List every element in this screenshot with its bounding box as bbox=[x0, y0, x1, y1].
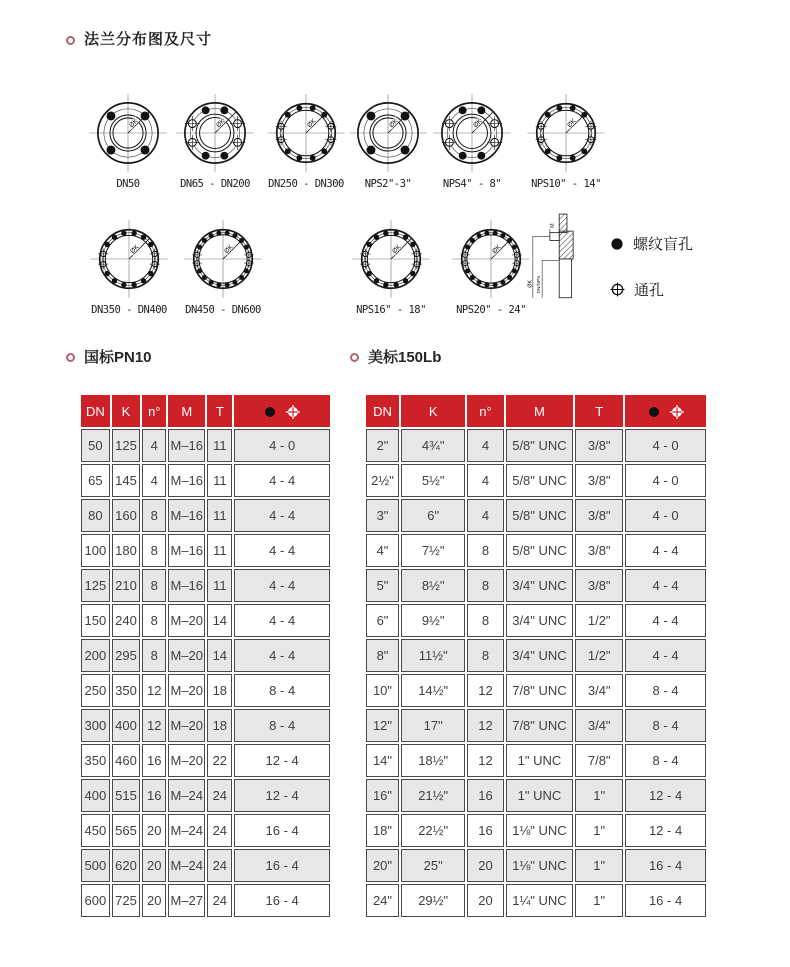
table-cell: 1" bbox=[575, 849, 623, 882]
flange-k-label: ØK bbox=[391, 243, 403, 256]
dim-label-m: M bbox=[549, 223, 556, 228]
flange-diagram bbox=[86, 216, 172, 316]
col-header-m: M bbox=[506, 395, 574, 427]
table-cell: 7/8" UNC bbox=[506, 709, 574, 742]
table-cell: 8" bbox=[366, 639, 399, 672]
table-row bbox=[366, 464, 706, 497]
flange-diagram-label: NPS20" - 24" bbox=[456, 304, 526, 316]
table-row bbox=[366, 639, 706, 672]
flange-k-label: ØK bbox=[306, 117, 318, 130]
table-cell: 4 - 4 bbox=[625, 639, 706, 672]
flange-k-label: ØK bbox=[129, 243, 141, 256]
table-cell: 1" bbox=[575, 779, 623, 812]
table-row bbox=[366, 744, 706, 777]
legend-item-through-hole bbox=[610, 279, 664, 300]
table-cell: 16 bbox=[467, 814, 503, 847]
table-row bbox=[81, 814, 330, 847]
table-cell: 2" bbox=[366, 429, 399, 462]
table-cell: 16 - 4 bbox=[234, 814, 330, 847]
section-right-bullet-icon bbox=[350, 353, 359, 362]
flange-k-label: ØK bbox=[566, 117, 578, 130]
table-cell: 12 bbox=[467, 744, 503, 777]
table-cell: 3/8" bbox=[575, 499, 623, 532]
section-title-pn10: 国标PN10 bbox=[84, 349, 152, 366]
blind-hole-icon bbox=[648, 406, 660, 418]
table-cell: M–24 bbox=[168, 779, 205, 812]
col-header-n: n° bbox=[467, 395, 503, 427]
header-row bbox=[81, 395, 330, 427]
table-cell: 17" bbox=[401, 709, 465, 742]
table-cell: 14 bbox=[207, 604, 232, 637]
table-cell: 725 bbox=[112, 884, 141, 917]
col-header-m: M bbox=[168, 395, 205, 427]
table-cell: 8 bbox=[467, 534, 503, 567]
col-header-dn: DN bbox=[366, 395, 399, 427]
table-cell: 18" bbox=[366, 814, 399, 847]
flange-diagram-label: NPS4" - 8" bbox=[442, 178, 502, 190]
table-cell: 1" bbox=[575, 884, 623, 917]
table-cell: 3/8" bbox=[575, 534, 623, 567]
table-cell: 8 bbox=[142, 569, 166, 602]
cross-section-diagram bbox=[522, 210, 584, 313]
table-cell: 24 bbox=[207, 814, 232, 847]
table-row bbox=[366, 849, 706, 882]
table-cell: 2½" bbox=[366, 464, 399, 497]
flange-diagram-label: DN250 - DN300 bbox=[268, 178, 344, 190]
flange-diagram-label: NPS2"-3" bbox=[364, 178, 412, 190]
table-cell: M–16 bbox=[168, 569, 205, 602]
table-cell: 18½" bbox=[401, 744, 465, 777]
table-cell: 24 bbox=[207, 884, 232, 917]
table-cell: 8 bbox=[142, 534, 166, 567]
table-cell: 7/8" bbox=[575, 744, 623, 777]
table-cell: 9½" bbox=[401, 604, 465, 637]
table-cell: 4 - 4 bbox=[234, 499, 330, 532]
table-cell: 18 bbox=[207, 674, 232, 707]
table-cell: 4 bbox=[467, 499, 503, 532]
table-cell: 4 bbox=[142, 429, 166, 462]
table-cell: 515 bbox=[112, 779, 141, 812]
table-row bbox=[81, 709, 330, 742]
table-cell: 12 bbox=[142, 709, 166, 742]
table-cell: 620 bbox=[112, 849, 141, 882]
table-cell: 29½" bbox=[401, 884, 465, 917]
table-cell: M–20 bbox=[168, 744, 205, 777]
table-cell: 1/2" bbox=[575, 604, 623, 637]
flange-diagram-label: DN65 - DN200 bbox=[180, 178, 250, 190]
table-row bbox=[81, 534, 330, 567]
flange-drawing bbox=[180, 216, 266, 302]
table-cell: 4 - 4 bbox=[234, 569, 330, 602]
ansi150-table-header bbox=[366, 395, 706, 427]
ansi150-table bbox=[364, 393, 708, 919]
table-cell: 460 bbox=[112, 744, 141, 777]
table-cell: 100 bbox=[81, 534, 110, 567]
table-cell: 500 bbox=[81, 849, 110, 882]
table-cell: 600 bbox=[81, 884, 110, 917]
legend-item-blind-hole bbox=[610, 233, 693, 254]
table-cell: 5½" bbox=[401, 464, 465, 497]
table-cell: 16 bbox=[467, 779, 503, 812]
through-hole-icon bbox=[286, 405, 300, 419]
flange-k-label: ØK bbox=[388, 117, 400, 130]
blind-hole-icon bbox=[610, 237, 624, 251]
table-cell: 5/8" UNC bbox=[506, 429, 574, 462]
table-cell: 11 bbox=[207, 569, 232, 602]
flange-k-label: ØK bbox=[128, 117, 140, 130]
table-cell: 8 - 4 bbox=[625, 744, 706, 777]
flange-drawing bbox=[345, 90, 431, 176]
table-cell: 4 bbox=[467, 429, 503, 462]
table-cell: 4 - 4 bbox=[625, 534, 706, 567]
table-cell: 8 bbox=[142, 499, 166, 532]
table-cell: 12" bbox=[366, 709, 399, 742]
pn10-table bbox=[79, 393, 332, 919]
flange-k-label: ØK bbox=[472, 117, 484, 130]
flange-diagram-label: DN50 bbox=[116, 178, 140, 190]
table-cell: 3/8" bbox=[575, 429, 623, 462]
table-cell: 8 - 4 bbox=[625, 709, 706, 742]
table-cell: 16 - 4 bbox=[625, 884, 706, 917]
table-cell: 14½" bbox=[401, 674, 465, 707]
table-cell: 16 bbox=[142, 779, 166, 812]
table-cell: 24 bbox=[207, 779, 232, 812]
table-cell: M–20 bbox=[168, 709, 205, 742]
flange-diagram bbox=[523, 90, 609, 190]
table-cell: M–20 bbox=[168, 639, 205, 672]
table-cell: 3/4" UNC bbox=[506, 569, 574, 602]
pn10-table-body bbox=[81, 429, 330, 917]
flange-diagram-label: NPS10" - 14" bbox=[531, 178, 601, 190]
table-row bbox=[366, 534, 706, 567]
table-cell: 25" bbox=[401, 849, 465, 882]
table-cell: 5" bbox=[366, 569, 399, 602]
dim-label-k: ØK bbox=[527, 279, 534, 288]
table-cell: 145 bbox=[112, 464, 141, 497]
table-cell: 12 bbox=[467, 709, 503, 742]
table-cell: 12 - 4 bbox=[234, 779, 330, 812]
table-cell: M–24 bbox=[168, 849, 205, 882]
tapped-hole bbox=[550, 233, 559, 241]
col-header-holes bbox=[625, 395, 706, 427]
table-cell: 3" bbox=[366, 499, 399, 532]
table-cell: 4 - 0 bbox=[234, 429, 330, 462]
table-cell: 65 bbox=[81, 464, 110, 497]
table-cell: 8 bbox=[142, 604, 166, 637]
col-header-t: T bbox=[575, 395, 623, 427]
table-row bbox=[81, 744, 330, 777]
table-cell: 8 bbox=[467, 569, 503, 602]
table-cell: 350 bbox=[81, 744, 110, 777]
flange-drawing bbox=[429, 90, 515, 176]
table-cell: 300 bbox=[81, 709, 110, 742]
table-cell: 3/4" UNC bbox=[506, 639, 574, 672]
table-cell: 180 bbox=[112, 534, 141, 567]
table-cell: 20 bbox=[142, 849, 166, 882]
flange-diagram bbox=[180, 216, 266, 316]
title-bullet-icon bbox=[66, 36, 75, 45]
table-cell: 20 bbox=[142, 814, 166, 847]
table-cell: 24 bbox=[207, 849, 232, 882]
table-cell: 6" bbox=[366, 604, 399, 637]
col-header-k: K bbox=[401, 395, 465, 427]
table-cell: 8 - 4 bbox=[234, 674, 330, 707]
flange-diagram bbox=[172, 90, 258, 190]
table-cell: 3/4" bbox=[575, 674, 623, 707]
col-header-n: n° bbox=[142, 395, 166, 427]
table-cell: M–24 bbox=[168, 814, 205, 847]
table-cell: 1" bbox=[575, 814, 623, 847]
table-cell: M–16 bbox=[168, 464, 205, 497]
table-cell: 4 - 4 bbox=[234, 604, 330, 637]
table-cell: 24" bbox=[366, 884, 399, 917]
flange-diagram-label: NPS16" - 18" bbox=[356, 304, 426, 316]
table-cell: 1/2" bbox=[575, 639, 623, 672]
table-cell: 8 - 4 bbox=[234, 709, 330, 742]
table-cell: M–27 bbox=[168, 884, 205, 917]
table-cell: 4¾" bbox=[401, 429, 465, 462]
page-title: 法兰分布图及尺寸 bbox=[84, 31, 213, 48]
table-cell: 4 bbox=[467, 464, 503, 497]
table-cell: 400 bbox=[112, 709, 141, 742]
table-cell: 4 - 4 bbox=[625, 569, 706, 602]
table-cell: 8 bbox=[142, 639, 166, 672]
table-row bbox=[366, 499, 706, 532]
table-cell: M–20 bbox=[168, 674, 205, 707]
ansi150-table-body bbox=[366, 429, 706, 917]
table-cell: 5/8" UNC bbox=[506, 499, 574, 532]
flange-drawing bbox=[263, 90, 349, 176]
table-cell: 450 bbox=[81, 814, 110, 847]
table-cell: 4 - 4 bbox=[234, 534, 330, 567]
table-cell: 4 - 4 bbox=[234, 464, 330, 497]
table-cell: 11½" bbox=[401, 639, 465, 672]
table-cell: 5/8" UNC bbox=[506, 464, 574, 497]
table-cell: 12 - 4 bbox=[625, 814, 706, 847]
table-cell: 12 bbox=[467, 674, 503, 707]
table-row bbox=[81, 674, 330, 707]
table-cell: 210 bbox=[112, 569, 141, 602]
dim-label-bore: DN/NPS bbox=[536, 275, 542, 294]
table-cell: 125 bbox=[81, 569, 110, 602]
legend-label-blind: 螺纹盲孔 bbox=[633, 236, 694, 253]
table-row bbox=[366, 814, 706, 847]
table-cell: 4 - 0 bbox=[625, 464, 706, 497]
flange-diagram-label: DN350 - DN400 bbox=[91, 304, 167, 316]
table-row bbox=[81, 464, 330, 497]
table-cell: 350 bbox=[112, 674, 141, 707]
table-cell: 50 bbox=[81, 429, 110, 462]
table-cell: M–16 bbox=[168, 534, 205, 567]
cross-section-drawing bbox=[522, 210, 584, 308]
table-cell: 160 bbox=[112, 499, 141, 532]
table-cell: 8 bbox=[467, 604, 503, 637]
col-header-k: K bbox=[112, 395, 141, 427]
flange-drawing bbox=[172, 90, 258, 176]
table-cell: 16 bbox=[142, 744, 166, 777]
flange-drawing bbox=[523, 90, 609, 176]
table-cell: 565 bbox=[112, 814, 141, 847]
table-cell: M–20 bbox=[168, 604, 205, 637]
table-cell: 22 bbox=[207, 744, 232, 777]
table-cell: M–16 bbox=[168, 499, 205, 532]
col-header-t: T bbox=[207, 395, 232, 427]
table-row bbox=[81, 849, 330, 882]
table-cell: 295 bbox=[112, 639, 141, 672]
table-cell: 12 - 4 bbox=[234, 744, 330, 777]
flange-diagram bbox=[263, 90, 349, 190]
table-cell: 200 bbox=[81, 639, 110, 672]
table-cell: 250 bbox=[81, 674, 110, 707]
table-cell: 12 bbox=[142, 674, 166, 707]
table-cell: 14 bbox=[207, 639, 232, 672]
table-cell: 4 - 4 bbox=[625, 604, 706, 637]
table-row bbox=[366, 709, 706, 742]
table-cell: 16 - 4 bbox=[234, 884, 330, 917]
table-row bbox=[366, 884, 706, 917]
flange-k-label: ØK bbox=[223, 243, 235, 256]
table-cell: 3/8" bbox=[575, 464, 623, 497]
table-cell: 16" bbox=[366, 779, 399, 812]
through-hole-icon bbox=[670, 405, 684, 419]
table-cell: 1⅛" UNC bbox=[506, 849, 574, 882]
flange-diagram bbox=[348, 216, 434, 316]
table-cell: 400 bbox=[81, 779, 110, 812]
flange-k-label: ØK bbox=[491, 243, 503, 256]
table-cell: 16 - 4 bbox=[234, 849, 330, 882]
table-cell: 7½" bbox=[401, 534, 465, 567]
table-cell: 22½" bbox=[401, 814, 465, 847]
table-row bbox=[366, 779, 706, 812]
table-cell: 1" UNC bbox=[506, 744, 574, 777]
table-cell: M–16 bbox=[168, 429, 205, 462]
section-left-bullet-icon bbox=[66, 353, 75, 362]
through-hole-icon bbox=[610, 282, 625, 297]
table-cell: 240 bbox=[112, 604, 141, 637]
table-row bbox=[81, 499, 330, 532]
table-cell: 4 bbox=[142, 464, 166, 497]
table-row bbox=[366, 604, 706, 637]
table-row bbox=[81, 639, 330, 672]
table-cell: 8½" bbox=[401, 569, 465, 602]
header-row bbox=[366, 395, 706, 427]
legend-label-through: 通孔 bbox=[634, 282, 665, 299]
table-cell: 21½" bbox=[401, 779, 465, 812]
table-cell: 11 bbox=[207, 534, 232, 567]
table-cell: 4 - 4 bbox=[234, 639, 330, 672]
table-row bbox=[81, 429, 330, 462]
table-cell: 6" bbox=[401, 499, 465, 532]
table-cell: 3/4" bbox=[575, 709, 623, 742]
table-cell: 8 - 4 bbox=[625, 674, 706, 707]
table-cell: 7/8" UNC bbox=[506, 674, 574, 707]
flange-drawing bbox=[348, 216, 434, 302]
table-cell: 18 bbox=[207, 709, 232, 742]
table-cell: 8 bbox=[467, 639, 503, 672]
table-cell: 150 bbox=[81, 604, 110, 637]
table-cell: 3/8" bbox=[575, 569, 623, 602]
table-cell: 1¼" UNC bbox=[506, 884, 574, 917]
table-cell: 5/8" UNC bbox=[506, 534, 574, 567]
table-cell: 80 bbox=[81, 499, 110, 532]
flange-diagram bbox=[345, 90, 431, 190]
table-cell: 3/4" UNC bbox=[506, 604, 574, 637]
table-cell: 20 bbox=[467, 884, 503, 917]
table-cell: 20 bbox=[142, 884, 166, 917]
table-cell: 4 - 0 bbox=[625, 429, 706, 462]
table-cell: 16 - 4 bbox=[625, 849, 706, 882]
pn10-table-header bbox=[81, 395, 330, 427]
flange-k-label: ØK bbox=[215, 117, 227, 130]
table-cell: 11 bbox=[207, 499, 232, 532]
table-cell: 125 bbox=[112, 429, 141, 462]
table-cell: 4" bbox=[366, 534, 399, 567]
flange-drawing bbox=[86, 216, 172, 302]
col-header-dn: DN bbox=[81, 395, 110, 427]
flange-diagram-label: DN450 - DN600 bbox=[185, 304, 261, 316]
table-cell: 20 bbox=[467, 849, 503, 882]
table-cell: 14" bbox=[366, 744, 399, 777]
table-cell: 10" bbox=[366, 674, 399, 707]
table-row bbox=[366, 429, 706, 462]
blind-hole-icon bbox=[264, 406, 276, 418]
flange-diagram bbox=[429, 90, 515, 190]
table-cell: 11 bbox=[207, 429, 232, 462]
table-row bbox=[366, 674, 706, 707]
table-row bbox=[81, 569, 330, 602]
table-cell: 1⅛" UNC bbox=[506, 814, 574, 847]
table-cell: 11 bbox=[207, 464, 232, 497]
table-cell: 4 - 0 bbox=[625, 499, 706, 532]
table-cell: 1" UNC bbox=[506, 779, 574, 812]
table-row bbox=[81, 884, 330, 917]
table-row bbox=[81, 779, 330, 812]
flange-diagram bbox=[85, 90, 171, 190]
table-cell: 20" bbox=[366, 849, 399, 882]
table-row bbox=[366, 569, 706, 602]
flange-drawing bbox=[85, 90, 171, 176]
bore-section bbox=[559, 259, 571, 298]
table-row bbox=[81, 604, 330, 637]
col-header-holes bbox=[234, 395, 330, 427]
section-title-150lb: 美标150Lb bbox=[368, 349, 442, 366]
table-cell: 12 - 4 bbox=[625, 779, 706, 812]
